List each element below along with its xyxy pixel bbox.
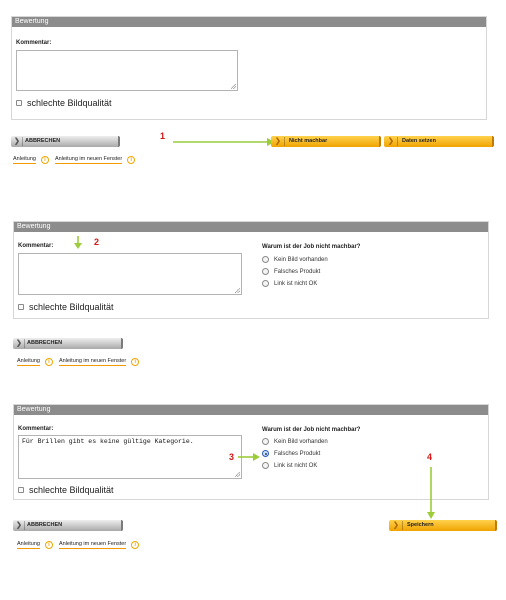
reason-option-label: Link ist nicht OK [274,280,318,287]
guide-new-window-link[interactable]: Anleitung im neuen Fenster [58,358,127,364]
chevron-right-icon: ❯ [14,138,20,145]
button-separator [284,137,285,146]
info-icon: i [131,541,139,549]
cancel-button[interactable] [11,136,120,147]
bad-image-quality-checkbox-row[interactable] [18,485,114,495]
bad-image-quality-checkbox[interactable] [18,304,24,310]
radio-button[interactable] [262,438,269,445]
cancel-button-label: ABBRECHEN [27,522,63,528]
chevron-right-icon: ❯ [16,522,22,529]
reason-question: Warum ist der Job nicht machbar? [262,427,361,433]
not-feasible-button-label: Nicht machbar [289,138,328,144]
cancel-button[interactable] [13,338,123,349]
comment-textarea[interactable] [16,50,238,91]
comment-textarea[interactable]: Für Brillen gibt es keine gültige Kategorie. [18,435,242,479]
reason-option-label: Falsches Produkt [274,450,321,457]
reason-option-wrong-product[interactable] [262,450,320,457]
button-separator [24,339,25,348]
reason-option-bad-link[interactable] [262,462,317,469]
radio-button[interactable] [262,280,269,287]
guide-new-window-link[interactable]: Anleitung im neuen Fenster [58,541,127,547]
bad-image-quality-checkbox-row[interactable] [16,98,112,108]
button-separator [24,521,25,530]
not-feasible-button[interactable] [271,136,381,147]
reason-question: Warum ist der Job nicht machbar? [262,244,361,250]
annotation-number-4: 4 [427,452,433,462]
bad-image-quality-label: schlechte Bildqualität [29,485,114,495]
guide-link[interactable]: Anleitung [13,156,36,162]
radio-button[interactable] [262,256,269,263]
reason-option-wrong-product[interactable] [262,268,320,275]
reason-option-label: Kein Bild vorhanden [274,256,328,263]
comment-label: Kommentar: [18,426,54,432]
cancel-button-label: ABBRECHEN [27,340,63,346]
comment-textarea[interactable] [18,253,242,295]
chevron-right-icon: ❯ [275,138,281,145]
chevron-right-icon: ❯ [393,522,399,529]
guide-link[interactable]: Anleitung [17,358,40,364]
arrow-icon [73,235,83,250]
button-separator [22,137,23,146]
bad-image-quality-label: schlechte Bildqualität [29,302,114,312]
bad-image-quality-checkbox[interactable] [16,100,22,106]
panel-header: Bewertung [12,17,486,27]
annotation-number-3: 3 [229,452,235,462]
annotation-number-1: 1 [160,131,166,141]
info-icon: i [127,156,135,164]
bad-image-quality-checkbox[interactable] [18,487,24,493]
set-data-button[interactable] [384,136,494,147]
info-icon: i [131,358,139,366]
bad-image-quality-checkbox-row[interactable] [18,302,114,312]
button-separator [397,137,398,146]
radio-button[interactable] [262,268,269,275]
chevron-right-icon: ❯ [16,340,22,347]
help-links-step2 [17,358,145,366]
chevron-right-icon: ❯ [388,138,394,145]
guide-link[interactable]: Anleitung [17,541,40,547]
annotation-number-2: 2 [94,237,100,247]
arrow-icon [426,466,436,520]
bad-image-quality-label: schlechte Bildqualität [27,98,112,108]
comment-label: Kommentar: [18,243,54,249]
cancel-button[interactable] [13,520,123,531]
help-links-step1 [13,156,141,164]
reason-option-label: Falsches Produkt [274,268,321,275]
panel-header: Bewertung [14,222,488,232]
help-links-step3 [17,541,145,549]
save-button-label: Speichern [407,522,434,528]
save-button[interactable] [389,520,497,531]
arrow-icon [171,137,277,147]
comment-label: Kommentar: [16,40,52,46]
guide-new-window-link[interactable]: Anleitung im neuen Fenster [54,156,123,162]
info-icon: i [45,358,53,366]
info-icon: i [41,156,49,164]
button-separator [402,521,403,530]
radio-button-selected[interactable] [262,450,269,457]
cancel-button-label: ABBRECHEN [25,138,61,144]
arrow-icon [237,452,261,462]
rating-panel-step1 [11,16,487,120]
rating-panel-step2 [13,221,489,319]
reason-option-bad-link[interactable] [262,280,317,287]
reason-option-no-image[interactable] [262,256,328,263]
reason-option-no-image[interactable] [262,438,328,445]
panel-header: Bewertung [14,405,488,415]
set-data-button-label: Daten setzen [402,138,436,144]
radio-button[interactable] [262,462,269,469]
info-icon: i [45,541,53,549]
reason-option-label: Link ist nicht OK [274,462,318,469]
reason-option-label: Kein Bild vorhanden [274,438,328,445]
